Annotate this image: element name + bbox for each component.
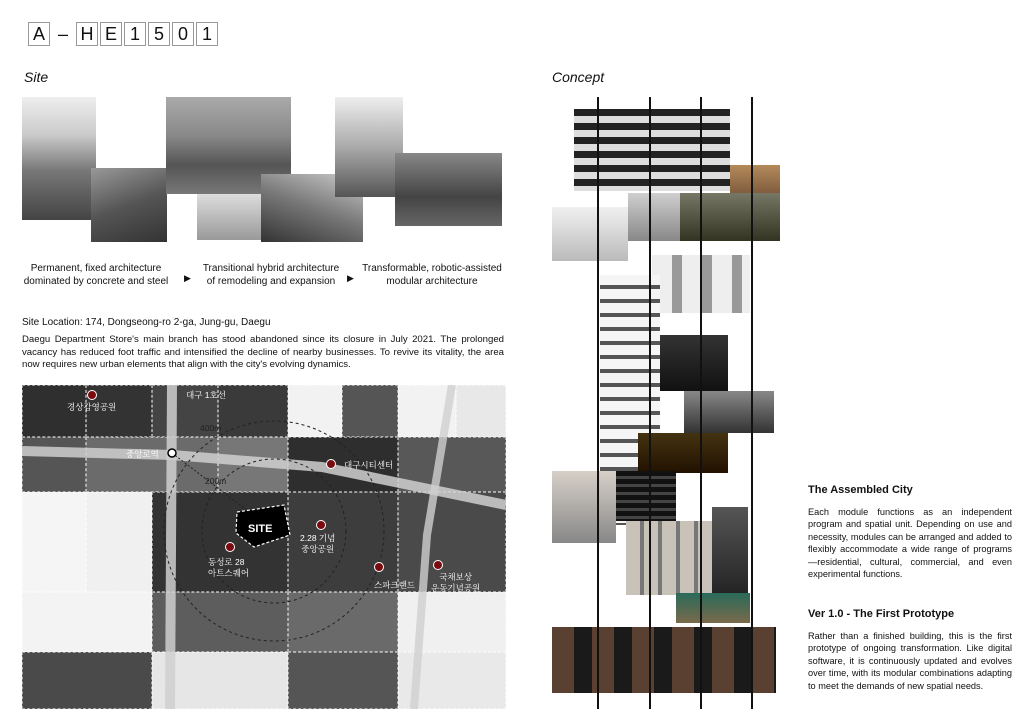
photo-robotic-interior <box>395 153 502 226</box>
assembled-city-title: The Assembled City <box>808 484 913 496</box>
module-auditorium <box>638 433 728 473</box>
code-char: 1 <box>196 22 218 46</box>
map-marker <box>87 390 97 400</box>
module-spiral-stair <box>712 507 748 597</box>
module-restaurant <box>680 193 780 241</box>
photo-construction-cranes <box>22 97 96 220</box>
prototype-text: Rather than a finished building, this is the first prototype of ongoing transformation. Like digital software, it is continuously updated and evolves over time, with its modular combinations adapting to meet the demands of new spatial needs. <box>808 631 1012 691</box>
label-site: SITE <box>248 523 273 535</box>
concept-collage <box>552 97 776 709</box>
code-char: E <box>100 22 122 46</box>
module-stair <box>628 193 680 241</box>
label-daegu-city-center: 대구시티센터 <box>344 460 394 470</box>
flow-step-3: Transformable, robotic-assisted modular architecture <box>362 263 502 287</box>
grid-line <box>751 97 753 709</box>
site-map <box>22 385 506 709</box>
map-marker <box>316 520 326 530</box>
map-marker <box>225 542 235 552</box>
label-400m: 400m <box>200 423 222 433</box>
map-marker <box>326 459 336 469</box>
site-description: Daegu Department Store's main branch has stood abandoned since its closure in July 2021. The prolonged vacancy has reduced foot traffic and intensified the decline of nearby businesses. To revive its vitality, the area now requires new urban elements that align with the city's evolving dynamics. <box>22 334 504 370</box>
map-overlay <box>22 385 506 709</box>
grid-line <box>700 97 702 709</box>
photo-sky-gap <box>197 194 261 240</box>
label-spark-land: 스파크랜드 <box>374 580 416 590</box>
map-marker <box>433 560 443 570</box>
module-theater-ceiling <box>660 335 728 391</box>
label-arts-square: 동성로 28 아트스퀘어 <box>208 557 250 578</box>
assembled-city-text: Each module functions as an independent program and spatial unit. Depending on use and necessity, modules can be arranged and added to flexibly accommodate a wide range of programs—residential, cultural, commercial, and even experimental functions. <box>808 507 1012 580</box>
code-char: – <box>57 23 68 44</box>
code-char: H <box>76 22 98 46</box>
module-staircase <box>684 391 774 433</box>
photo-capsule-tower <box>335 97 403 197</box>
label-200m: 200m <box>205 476 227 486</box>
label-228-park: 2.28 기념 중앙공원 <box>300 533 336 554</box>
cross-road <box>170 385 172 709</box>
project-code <box>28 22 218 46</box>
photo-demolition <box>91 168 167 242</box>
label-gyeongsang-park: 경상감영공원 <box>67 402 117 412</box>
module-arcade <box>552 627 776 693</box>
code-char: 5 <box>148 22 170 46</box>
station-marker <box>168 449 176 457</box>
site-location: Site Location: 174, Dongseong-ro 2-ga, Jung-gu, Daegu <box>22 317 271 328</box>
module-terrace <box>676 593 750 623</box>
code-char: A <box>28 22 50 46</box>
prototype-title: Ver 1.0 - The First Prototype <box>808 608 955 620</box>
flow-step-2: Transitional hybrid architecture of remodeling and expansion <box>202 263 340 287</box>
label-subway-line: 대구 1호선 <box>186 390 226 400</box>
arrow-right-icon: ▶ <box>184 273 191 283</box>
site-title: Site <box>24 69 49 85</box>
map-marker <box>374 562 384 572</box>
grid-line <box>597 97 599 709</box>
code-char: 1 <box>124 22 146 46</box>
module-lobby <box>552 471 616 543</box>
module-bleacher <box>616 471 676 521</box>
label-memorial-park: 국채보상 운동기념공원 <box>431 572 481 593</box>
grid-line <box>649 97 651 709</box>
concept-title: Concept <box>552 69 605 85</box>
code-char: 0 <box>172 22 194 46</box>
flow-step-1: Permanent, fixed architecture dominated by concrete and steel <box>23 263 169 287</box>
east-road <box>414 385 452 709</box>
label-jungangro-station: 중앙로역 <box>126 449 159 459</box>
module-interior <box>552 207 628 261</box>
arrow-right-icon: ▶ <box>347 273 354 283</box>
